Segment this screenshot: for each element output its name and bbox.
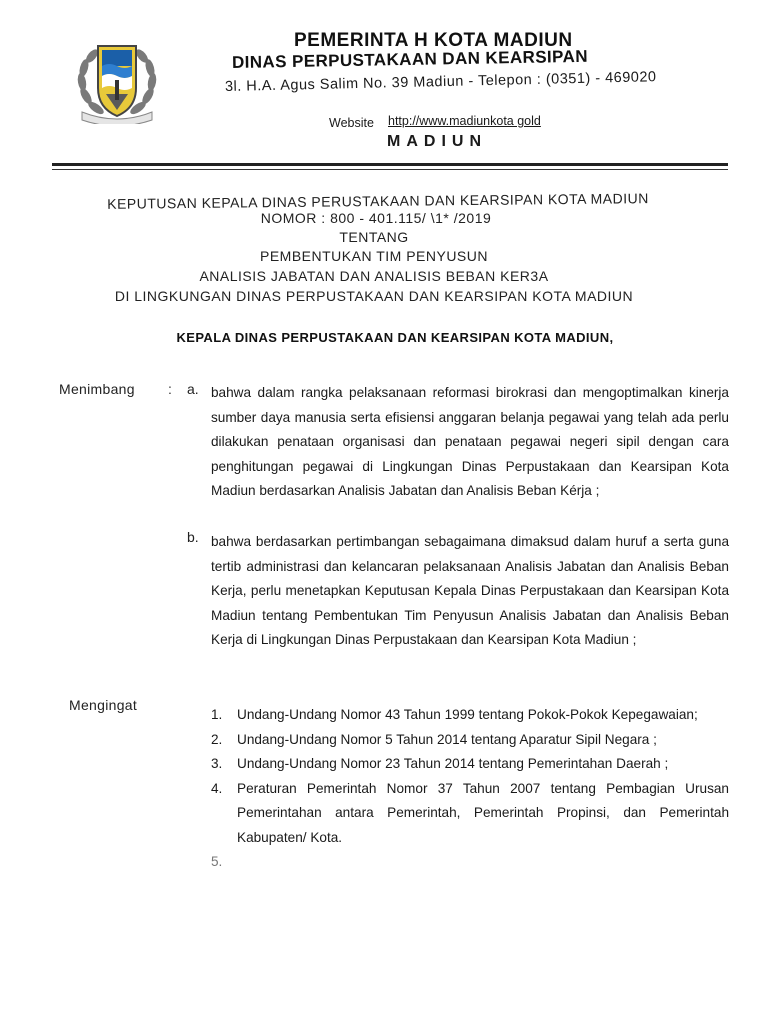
list-item-text: Peraturan Pemerintah Nomor 37 Tahun 2007 tentang Pembagian Urusan Pemerintahan antara Pemerintah, Pemerintah Propinsi, dan Pemerintah Kabupaten/ Kota.: [237, 780, 729, 845]
city-name: MADIUN: [387, 133, 487, 150]
list-item: [208, 752, 729, 777]
list-item-number: 5.: [211, 854, 223, 869]
decision-about: TENTANG: [339, 229, 409, 245]
department-name: DINAS PERPUSTAKAAN DAN KEARSIPAN: [231, 46, 589, 72]
considering-item-marker: a.: [187, 381, 199, 397]
decision-subject-line-1: PEMBENTUKAN TIM PENYUSUN: [260, 248, 488, 264]
letterhead-divider-thick: [52, 163, 728, 166]
madiun-city-emblem-icon: [72, 36, 162, 124]
list-item-text: Undang-Undang Nomor 5 Tahun 2014 tentang Aparatur Sipil Negara ;: [237, 731, 657, 747]
considering-item-text: bahwa berdasarkan pertimbangan sebagaimana dimaksud dalam huruf a serta guna tertib administrasi dan kelancaran pelaksanaan Analisis Jabatan dan Analisis Beban Kerja, perlu menetapkan Keputusan Kepala Dinas Perpustakaan dan Kearsipan Kota Madiun tentang Pembentukan Tim Penyusun Analisis Jabatan dan Analisis Beban Kerja di Lingkungan Dinas Perpustakaan dan Kearsipan Kota Madiun ;: [211, 534, 729, 647]
list-item: [208, 703, 729, 728]
website-label: Website: [329, 116, 374, 130]
remembering-label: Mengingat: [69, 697, 138, 713]
government-name: PEMERINTA H KOTA MADIUN: [294, 30, 573, 51]
considering-colon: :: [168, 381, 172, 397]
considering-item-marker: b.: [187, 529, 199, 545]
list-item-number: 1.: [211, 707, 223, 722]
legal-basis-list: [208, 703, 729, 869]
considering-label: Menimbang: [59, 381, 135, 397]
list-item: [208, 777, 729, 851]
decision-title: KEPUTUSAN KEPALA DINAS PERUSTAKAAN DAN KEARSIPAN KOTA MADIUN: [107, 190, 649, 212]
list-item-text: Undang-Undang Nomor 23 Tahun 2014 tentang Pemerintahan Daerah ;: [237, 756, 669, 771]
list-item-number: 4.: [211, 780, 223, 796]
list-item-number: 2.: [211, 731, 223, 747]
issuing-official: KEPALA DINAS PERPUSTAKAAN DAN KEARSIPAN KOTA MADIUN,: [176, 330, 614, 345]
letterhead-divider-thin: [52, 169, 728, 170]
list-item: [208, 728, 729, 753]
considering-item-text: bahwa dalam rangka pelaksanaan reformasi birokrasi dan mengoptimalkan kinerja sumber daya manusia serta efisiensi anggaran belanja pegawai yang telah ada perlu dilakukan penataan organisasi dan penataan pegawai negeri sipil dengan cara penghitungan pegawai di Lingkungan Dinas Perpustakaan dan Kearsipan Kota Madiun berdasarkan Analisis Jabatan dan Analisis Beban Kérja ;: [211, 385, 729, 498]
list-item-text: Undang-Undang Nomor 43 Tahun 1999 tentang Pokok-Pokok Kepegawaian;: [237, 707, 698, 722]
website-link[interactable]: http://www.madiunkota gold: [388, 114, 541, 128]
decision-subject-line-3: DI LINGKUNGAN DINAS PERPUSTAKAAN DAN KEARSIPAN KOTA MADIUN: [114, 288, 634, 304]
decision-number: NOMOR : 800 - 401.115/ \1* /2019: [260, 210, 492, 226]
list-item-number: 3.: [211, 756, 223, 771]
office-address: 3l. H.A. Agus Salim No. 39 Madiun - Telepon : (0351) - 469020: [224, 69, 657, 95]
decision-subject-line-2: ANALISIS JABATAN DAN ANALISIS BEBAN KER3A: [199, 268, 549, 284]
